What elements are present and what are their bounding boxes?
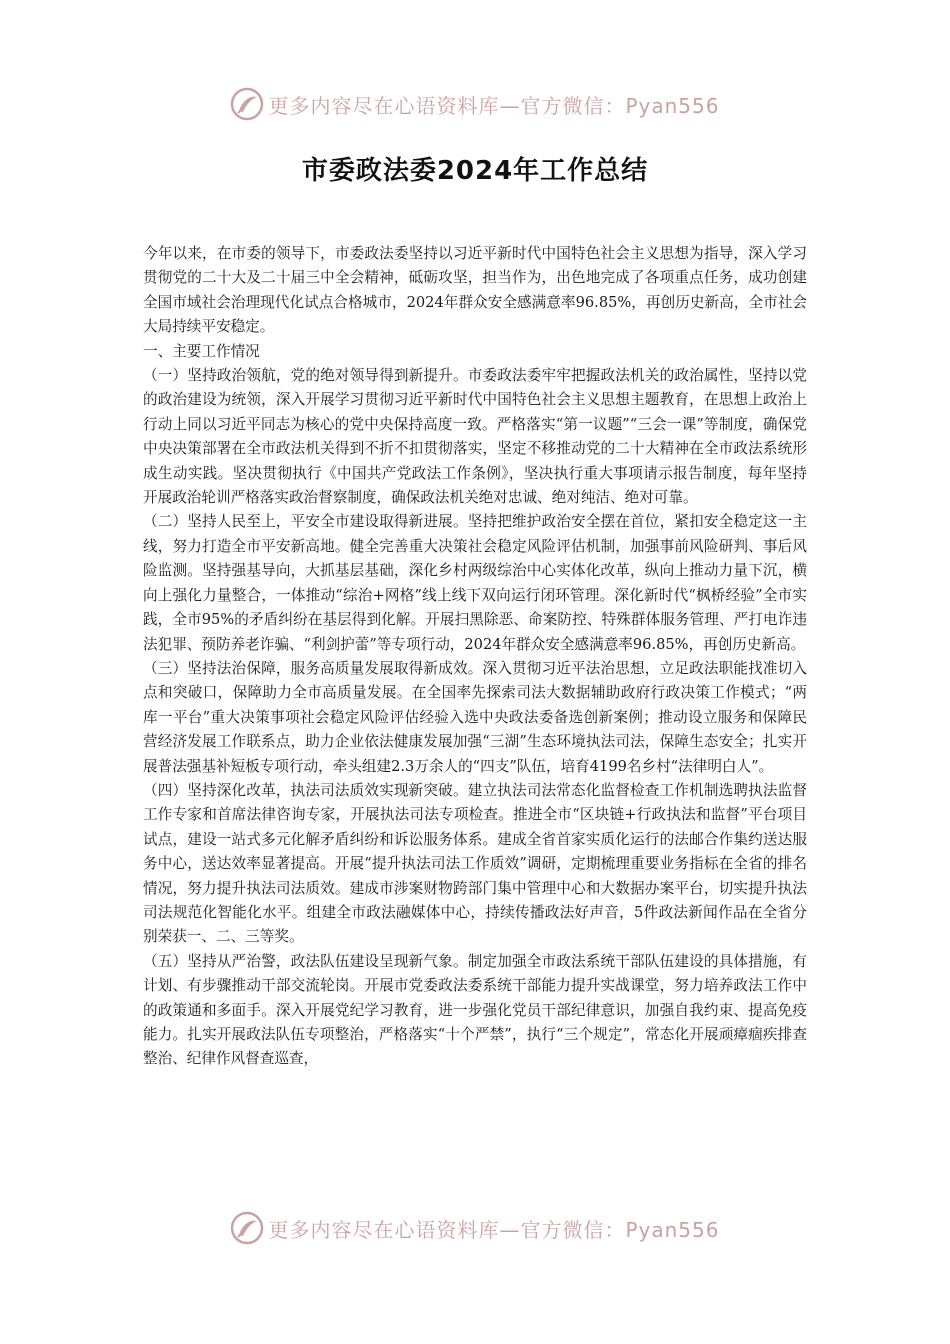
body-paragraph: （五）坚持从严治警，政法队伍建设呈现新气象。制定加强全市政法系统干部队伍建设的具体措施，有计划、有步骤推动干部交流轮岗。开展市党委政法委系统干部能力提升实战课堂，努力培养政法工作中的政策通和多面手。深入开展党纪学习教育，进一步强化党员干部纪律意识，加强自我约束、提高免疫能力。扎实开展政法队伍专项整治，严格落实“十个严禁”，执行“三个规定”，常态化开展顽瘴痼疾排查整治、纪律作风督查巡查，	[143, 952, 807, 1068]
body-paragraph: （三）坚持法治保障，服务高质量发展取得新成效。深入贯彻习近平法治思想，立足政法职能找准切入点和突破口，保障助力全市高质量发展。在全国率先探索司法大数据辅助政府行政决策工作模式；“两库一平台”重大决策事项社会稳定风险评估经验入选中央政法委备选创新案例；推动设立服务和保障民营经济发展工作联系点，助力企业依法健康发展加强“三湖”生态环境执法司法，保障生态安全；扎实开展普法强基补短板专项行动，牵头组建2.3万余人的“四支”队伍，培育4199名乡村“法律明白人”。	[143, 659, 807, 775]
body-paragraph: （一）坚持政治领航，党的绝对领导得到新提升。市委政法委牢牢把握政法机关的政治属性，坚持以党的政治建设为统领，深入开展学习贯彻习近平新时代中国特色社会主义思想主题教育，在思想上政治上行动上同以习近平同志为核心的党中央保持高度一致。严格落实“第一议题”“三会一课”等制度，确保党中央决策部署在全市政法机关得到不折不扣贯彻落实，坚定不移推动党的二十大精神在全市政法系统形成生动实践。坚决贯彻执行《中国共产党政法工作条例》，坚决执行重大事项请示报告制度，每年坚持开展政治轮训严格落实政治督察制度，确保政法机关绝对忠诚、绝对纯洁、绝对可靠。	[143, 367, 807, 507]
watermark-banner-bottom	[0, 1208, 950, 1248]
body-paragraph: （四）坚持深化改革，执法司法质效实现新突破。建立执法司法常态化监督检查工作机制选聘执法监督工作专家和首席法律咨询专家，开展执法司法专项检查。推进全市“区块链+行政执法和监督”平台项目试点，建设一站式多元化解矛盾纠纷和诉讼服务体系。建成全省首家实质化运行的法邮合作集约送达服务中心，送达效率显著提高。开展“提升执法司法工作质效”调研，定期梳理重要业务指标在全省的排名情况，努力提升执法司法质效。建成市涉案财物跨部门集中管理中心和大数据办案平台，切实提升执法司法规范化智能化水平。组建全市政法融媒体中心，持续传播政法好声音，5件政法新闻作品在全省分别荣获一、二、三等奖。	[143, 781, 807, 946]
brand-logo-icon	[230, 1211, 264, 1245]
watermark-text-top: 更多内容尽在心语资料库—官方微信：Pyan556	[268, 93, 720, 118]
document-title: 市委政法委2024年工作总结	[301, 156, 649, 186]
brand-logo-icon	[230, 87, 264, 121]
body-paragraph: （二）坚持人民至上，平安全市建设取得新进展。坚持把维护政治安全摆在首位，紧扣安全稳定这一主线，努力打造全市平安新高地。健全完善重大决策社会稳定风险评估机制，加强事前风险研判、事后风险监测。坚持强基导向，大抓基层基础，深化乡村两级综治中心实体化改革，纵向上推动力量下沉，横向上强化力量整合，一体推动“综治+网格”线上线下双向运行闭环管理。深化新时代“枫桥经验”全市实践，全市95%的矛盾纠纷在基层得到化解。开展扫黑除恶、命案防控、特殊群体服务管理、严打电诈违法犯罪、预防养老诈骗、“利剑护蕾”等专项行动，2024年群众安全感满意率96.85%，再创历史新高。	[143, 513, 807, 653]
document-body	[143, 242, 807, 1072]
intro-paragraph: 今年以来，在市委的领导下，市委政法委坚持以习近平新时代中国特色社会主义思想为指导，深入学习贯彻党的二十大及二十届三中全会精神，砥砺攻坚，担当作为，出色地完成了各项重点任务，成功创建全国市域社会治理现代化试点合格城市，2024年群众安全感满意率96.85%，再创历史新高，全市社会大局持续平安稳定。	[143, 245, 807, 336]
watermark-text-bottom: 更多内容尽在心语资料库—官方微信：Pyan556	[268, 1217, 720, 1242]
watermark-banner-top	[0, 84, 950, 124]
section-heading: 一、主要工作情况	[143, 342, 260, 360]
